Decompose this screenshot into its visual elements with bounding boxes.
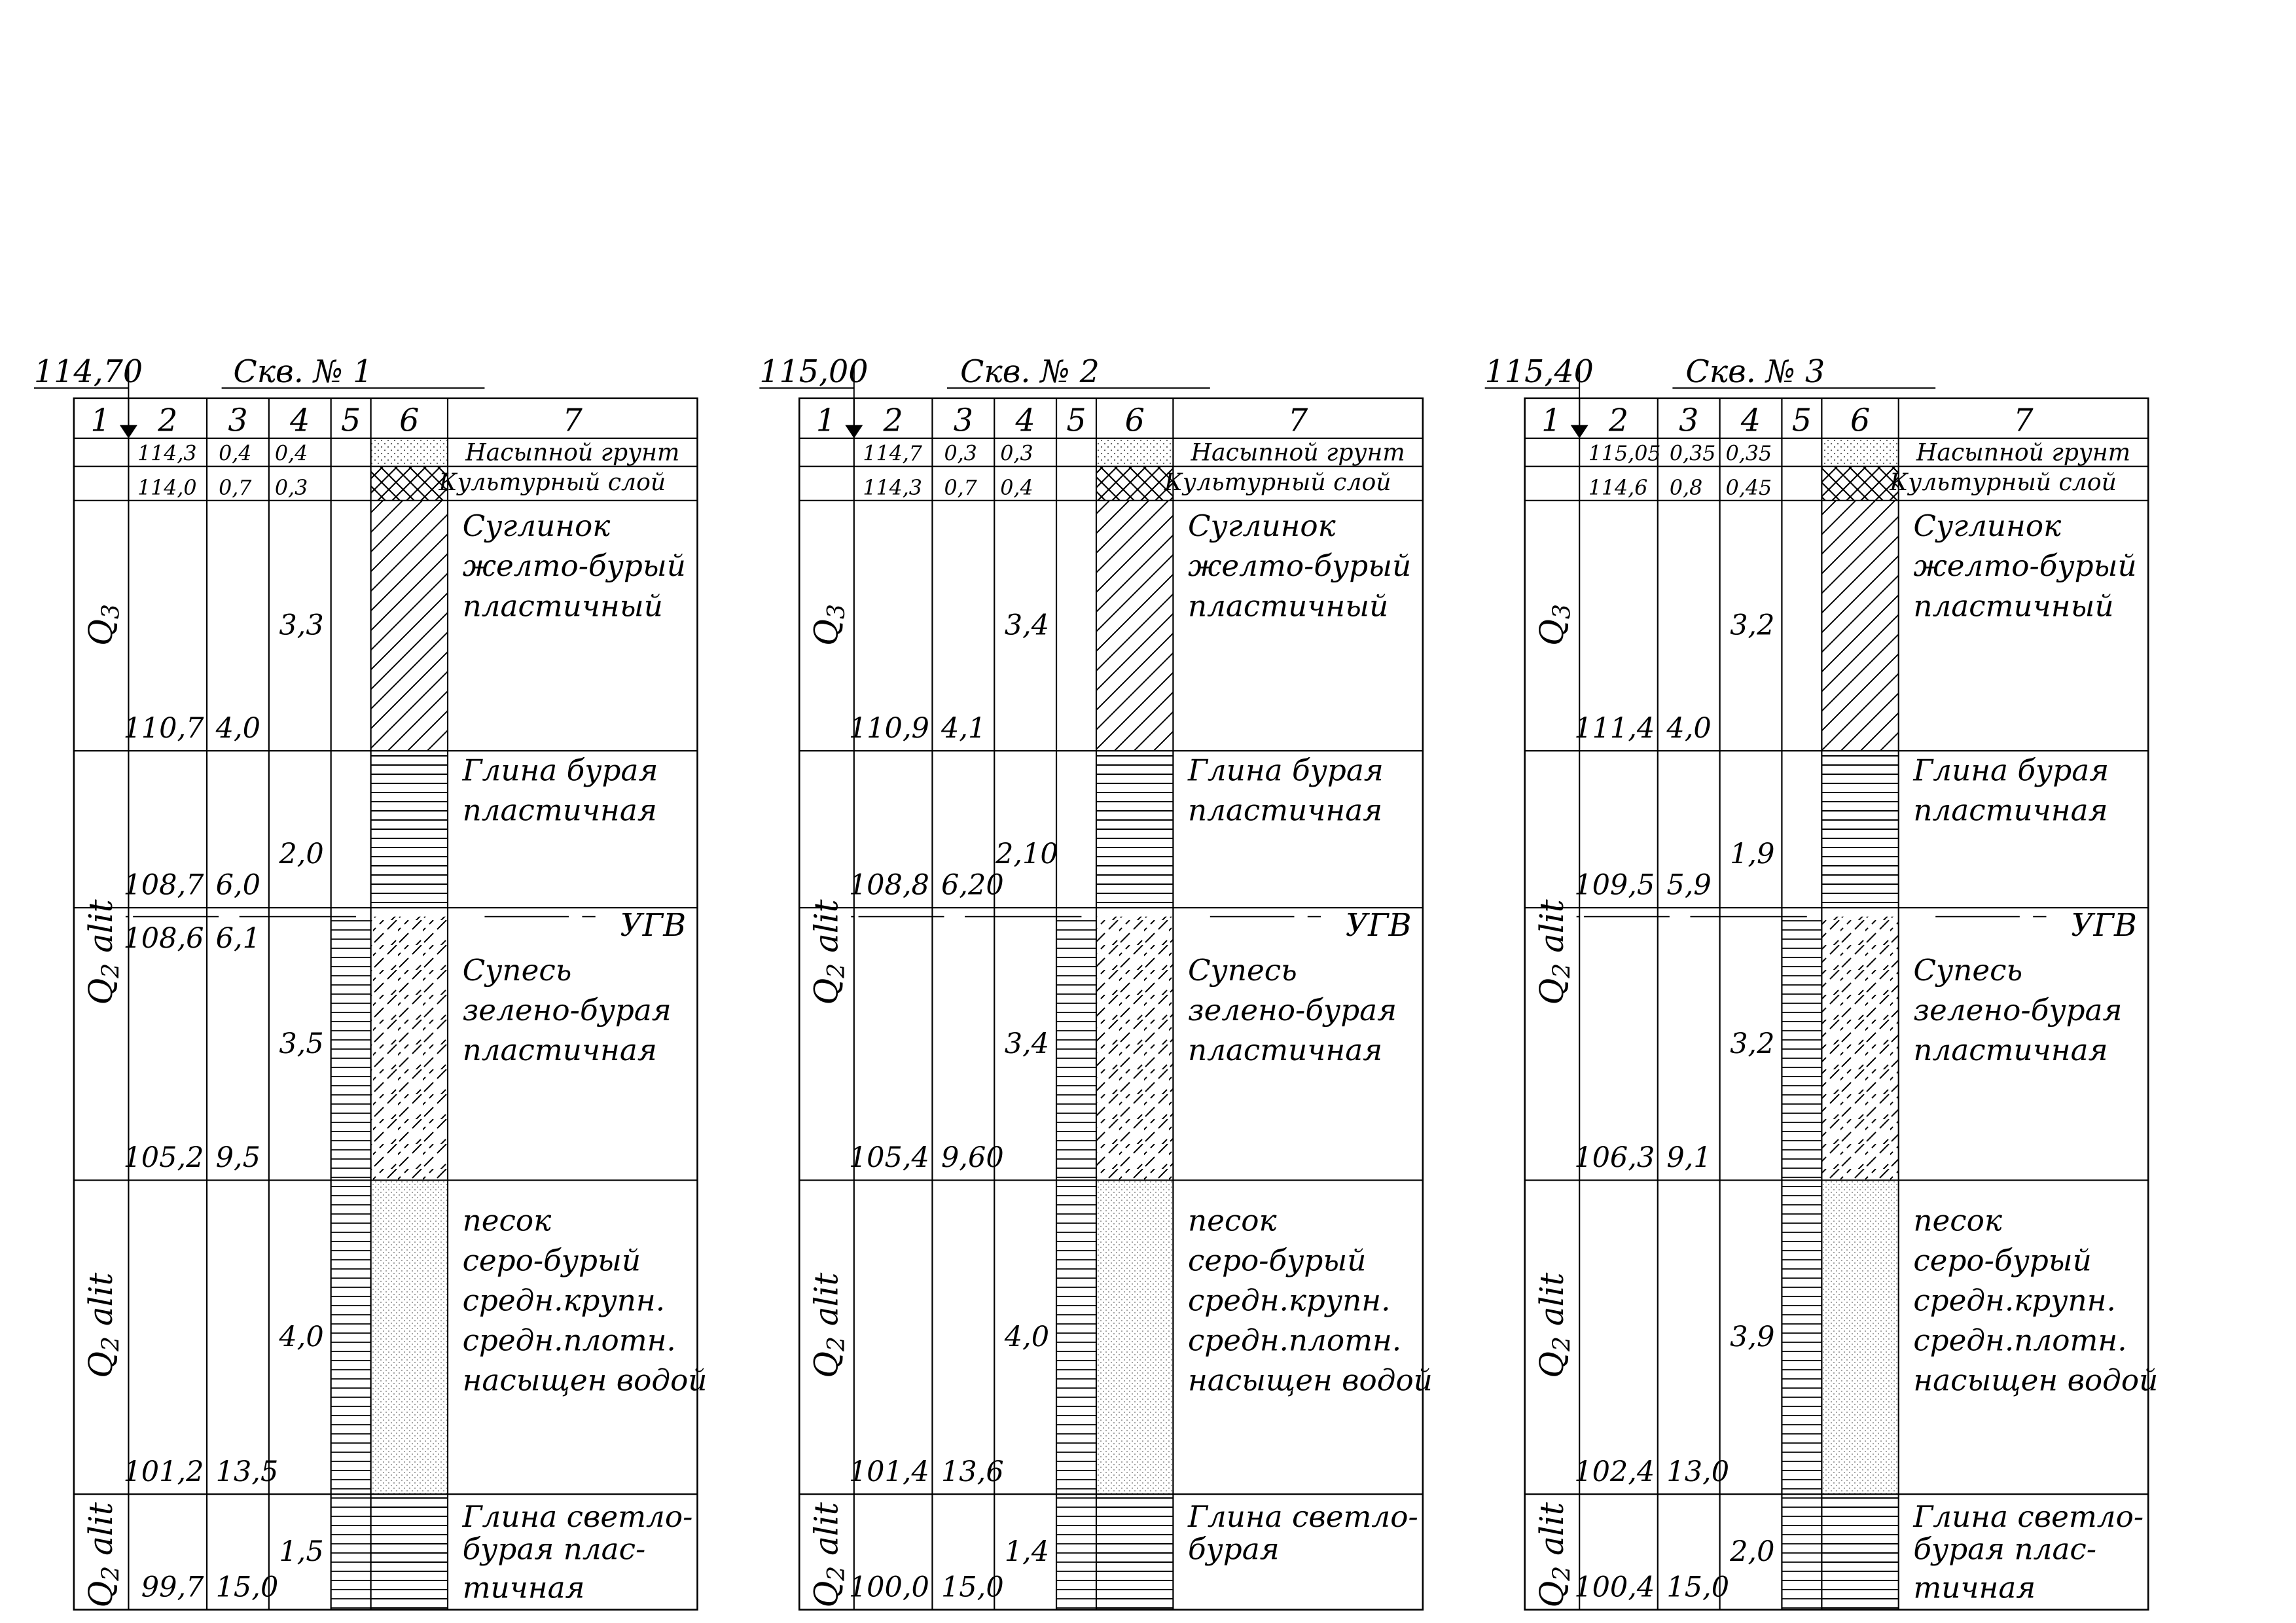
layer-age: $Q_2$ alit [82, 1502, 125, 1608]
column-header: 7 [562, 402, 583, 439]
layer-description: средн.плотн. [462, 1323, 676, 1358]
groundwater-column [1056, 917, 1096, 1610]
lithology-pattern [1096, 751, 1173, 908]
layer-description: серо-бурый [1913, 1243, 2092, 1278]
groundwater-elevation: 108,6 [123, 922, 204, 955]
layer-age: $Q_3$ [1532, 603, 1575, 646]
layer-age: $Q_2$ alit [82, 899, 125, 1005]
layer-description: средн.плотн. [1913, 1323, 2127, 1358]
boreholes-group [34, 354, 2158, 1610]
lithology-pattern [1821, 751, 1898, 908]
layer-description: пластичная [1913, 793, 2108, 828]
layer-age: $Q_2$ alit [1532, 899, 1575, 1005]
layer-thickness: 3,4 [1004, 609, 1050, 642]
lithology-pattern [371, 751, 448, 908]
layer-depth: 5,9 [1666, 868, 1712, 902]
layer-depth: 0,7 [219, 476, 252, 500]
layer-description: пластичный [462, 588, 663, 624]
layer-description: средн.плотн. [1187, 1323, 1402, 1358]
layer-age: $Q_3$ [807, 603, 850, 646]
groundwater-level-label: УГВ [620, 908, 687, 944]
layer-description: тичная [1913, 1570, 2036, 1605]
column-header: 3 [953, 402, 973, 439]
column-header: 5 [341, 402, 361, 439]
layer-description: бурая плас- [1913, 1531, 2097, 1567]
layer-description: Насыпной грунт [1916, 438, 2131, 467]
layer-bottom-elevation: 99,7 [141, 1571, 204, 1604]
layer-description: Суглинок [1187, 508, 1336, 544]
layer-depth: 9,60 [941, 1141, 1004, 1175]
layer-bottom-elevation: 108,7 [123, 868, 204, 902]
layer-description: средн.крупн. [1913, 1283, 2116, 1318]
layer-thickness: 1,4 [1004, 1535, 1050, 1568]
layer-depth: 15,0 [1666, 1571, 1730, 1604]
lithology-pattern [371, 1494, 448, 1609]
column-header: 5 [1066, 402, 1086, 439]
layer-thickness: 0,4 [274, 442, 308, 466]
layer-description: Глина бурая [462, 753, 658, 788]
layer-bottom-elevation: 109,5 [1574, 868, 1655, 902]
groundwater-level-label: УГВ [1345, 908, 1412, 944]
groundwater-column [331, 917, 371, 1610]
column-header: 3 [1679, 402, 1699, 439]
layer-description: пластичная [1913, 1033, 2108, 1068]
layer-depth: 4,1 [941, 711, 986, 745]
well-elevation: 115,40 [1484, 353, 1594, 390]
column-header: 3 [228, 402, 248, 439]
layer-description: пластичная [462, 1033, 657, 1068]
lithology-pattern [1821, 501, 1898, 751]
layer-depth: 15,0 [215, 1571, 279, 1604]
layer-bottom-elevation: 100,0 [848, 1571, 929, 1604]
layer-thickness: 3,5 [279, 1027, 324, 1060]
lithology-pattern [371, 1180, 448, 1494]
layer-description: желто-бурый [462, 548, 686, 584]
layer-depth: 6,20 [941, 868, 1004, 902]
column-header: 2 [158, 402, 178, 439]
layer-thickness: 0,45 [1725, 476, 1772, 500]
groundwater-level-label: УГВ [2071, 908, 2137, 944]
layer-description: пластичная [1187, 1033, 1383, 1068]
layer-description: зелено-бурая [462, 993, 672, 1028]
layer-thickness: 2,10 [996, 838, 1058, 871]
layer-bottom-elevation: 114,0 [137, 476, 197, 500]
groundwater-depth: 6,1 [215, 922, 260, 955]
layer-thickness: 3,4 [1004, 1027, 1050, 1060]
borehole-2 [759, 354, 1433, 1610]
column-header: 1 [1541, 402, 1562, 439]
column-header: 6 [399, 402, 420, 439]
column-header: 7 [1288, 402, 1308, 439]
layer-bottom-elevation: 102,4 [1574, 1455, 1655, 1488]
layer-description: Глина бурая [1913, 753, 2109, 788]
layer-bottom-elevation: 110,9 [848, 711, 929, 745]
layer-depth: 15,0 [941, 1571, 1004, 1604]
lithology-pattern [1096, 467, 1173, 501]
layer-description: Культурный слой [439, 467, 666, 496]
column-header: 2 [1608, 402, 1629, 439]
column-header: 1 [816, 402, 836, 439]
well-title: Скв. № 3 [1685, 353, 1825, 390]
lithology-pattern [1821, 438, 1898, 467]
layer-description: песок [1187, 1203, 1277, 1238]
layer-age: $Q_2$ alit [1532, 1502, 1575, 1608]
layer-description: Глина бурая [1187, 753, 1384, 788]
layer-description: Суглинок [462, 508, 611, 544]
layer-bottom-elevation: 100,4 [1574, 1571, 1655, 1604]
layer-bottom-elevation: 114,7 [863, 442, 922, 466]
layer-description: Глина светло- [1187, 1499, 1418, 1534]
layer-bottom-elevation: 115,05 [1588, 442, 1661, 466]
lithology-pattern [371, 438, 448, 467]
column-header: 6 [1850, 402, 1871, 439]
layer-description: Культурный слой [1164, 467, 1391, 496]
lithology-pattern [371, 467, 448, 501]
layer-description: насыщен водой [1913, 1363, 2159, 1398]
layer-description: насыщен водой [1187, 1363, 1433, 1398]
column-header: 6 [1124, 402, 1145, 439]
borehole-1 [34, 354, 708, 1610]
layer-depth: 9,5 [215, 1141, 260, 1175]
layer-thickness: 0,35 [1725, 442, 1772, 466]
layer-description: Супесь [462, 952, 572, 988]
layer-bottom-elevation: 106,3 [1574, 1141, 1655, 1175]
column-header: 4 [1015, 402, 1035, 439]
layer-depth: 13,6 [941, 1455, 1004, 1488]
layer-description: Супесь [1913, 952, 2023, 988]
well-title: Скв. № 1 [233, 353, 373, 390]
layer-bottom-elevation: 105,2 [123, 1141, 204, 1175]
layer-depth: 0,4 [219, 442, 252, 466]
layer-thickness: 0,4 [1000, 476, 1033, 500]
layer-thickness: 0,3 [1000, 442, 1033, 466]
layer-description: бурая плас- [462, 1531, 646, 1567]
layer-description: желто-бурый [1187, 548, 1412, 584]
layer-description: насыщен водой [462, 1363, 708, 1398]
layer-thickness: 4,0 [1004, 1320, 1050, 1353]
layer-thickness: 3,2 [1730, 609, 1775, 642]
layer-depth: 6,0 [215, 868, 260, 902]
layer-depth: 13,0 [1666, 1455, 1730, 1488]
well-elevation: 114,70 [33, 353, 143, 390]
layer-bottom-elevation: 114,3 [863, 476, 922, 500]
layer-thickness: 1,9 [1730, 838, 1775, 871]
layer-bottom-elevation: 108,8 [848, 868, 929, 902]
layer-description: Насыпной грунт [465, 438, 680, 467]
layer-description: зелено-бурая [1187, 993, 1397, 1028]
lithology-pattern [1821, 1494, 1898, 1609]
lithology-pattern [1096, 1180, 1173, 1494]
layer-bottom-elevation: 101,4 [848, 1455, 929, 1488]
lithology-pattern [1096, 917, 1173, 1181]
layer-age: $Q_2$ alit [82, 1272, 125, 1378]
layer-depth: 4,0 [1666, 711, 1712, 745]
layer-description: Суглинок [1913, 508, 2062, 544]
lithology-pattern [1096, 501, 1173, 751]
layer-description: песок [462, 1203, 552, 1238]
layer-bottom-elevation: 101,2 [123, 1455, 204, 1488]
column-header: 2 [883, 402, 903, 439]
layer-thickness: 2,0 [1730, 1535, 1775, 1568]
lithology-pattern [371, 917, 448, 1181]
layer-description: пластичный [1187, 588, 1389, 624]
layer-age: $Q_2$ alit [807, 1272, 850, 1378]
well-title: Скв. № 2 [960, 353, 1100, 390]
layer-description: Супесь [1187, 952, 1297, 988]
layer-depth: 13,5 [215, 1455, 279, 1488]
layer-description: Глина светло- [1913, 1499, 2144, 1534]
layer-depth: 4,0 [215, 711, 260, 745]
lithology-pattern [371, 501, 448, 751]
lithology-pattern [1096, 438, 1173, 467]
borehole-3 [1485, 354, 2159, 1610]
layer-thickness: 1,5 [279, 1535, 324, 1568]
layer-description: Глина светло- [462, 1499, 693, 1534]
layer-bottom-elevation: 110,7 [123, 711, 204, 745]
layer-description: Культурный слой [1890, 467, 2117, 496]
groundwater-column [1782, 917, 1821, 1610]
layer-thickness: 3,9 [1730, 1320, 1775, 1353]
layer-age: $Q_2$ alit [807, 1502, 850, 1608]
layer-depth: 0,8 [1669, 476, 1703, 500]
layer-thickness: 2,0 [279, 838, 324, 871]
layer-thickness: 0,3 [274, 476, 308, 500]
layer-depth: 0,7 [944, 476, 977, 500]
column-header: 4 [290, 402, 310, 439]
layer-description: тичная [462, 1570, 585, 1605]
lithology-pattern [1096, 1494, 1173, 1609]
layer-description: бурая [1187, 1531, 1280, 1567]
layer-description: серо-бурый [462, 1243, 641, 1278]
layer-thickness: 3,3 [279, 609, 324, 642]
layer-description: зелено-бурая [1913, 993, 2123, 1028]
layer-description: пластичная [1187, 793, 1383, 828]
layer-bottom-elevation: 114,6 [1588, 476, 1648, 500]
column-header: 1 [90, 402, 111, 439]
layer-thickness: 3,2 [1730, 1027, 1775, 1060]
column-header: 5 [1791, 402, 1812, 439]
layer-description: пластичная [462, 793, 657, 828]
layer-thickness: 4,0 [279, 1320, 324, 1353]
column-header: 7 [2013, 402, 2034, 439]
layer-bottom-elevation: 105,4 [848, 1141, 929, 1175]
lithology-pattern [1821, 1180, 1898, 1494]
layer-description: желто-бурый [1913, 548, 2137, 584]
layer-depth: 9,1 [1666, 1141, 1712, 1175]
layer-description: средн.крупн. [462, 1283, 666, 1318]
layer-description: пластичный [1913, 588, 2114, 624]
layer-depth: 0,3 [944, 442, 977, 466]
layer-age: $Q_2$ alit [807, 899, 850, 1005]
well-elevation: 115,00 [759, 353, 869, 390]
layer-description: песок [1913, 1203, 2002, 1238]
layer-description: Насыпной грунт [1191, 438, 1405, 467]
layer-bottom-elevation: 114,3 [137, 442, 197, 466]
layer-description: серо-бурый [1187, 1243, 1367, 1278]
lithology-pattern [1821, 467, 1898, 501]
column-header: 4 [1740, 402, 1761, 439]
layer-bottom-elevation: 111,4 [1574, 711, 1655, 745]
lithology-pattern [1821, 917, 1898, 1181]
layer-depth: 0,35 [1669, 442, 1716, 466]
layer-age: $Q_2$ alit [1532, 1272, 1575, 1378]
layer-description: средн.крупн. [1187, 1283, 1391, 1318]
layer-age: $Q_3$ [82, 603, 125, 646]
